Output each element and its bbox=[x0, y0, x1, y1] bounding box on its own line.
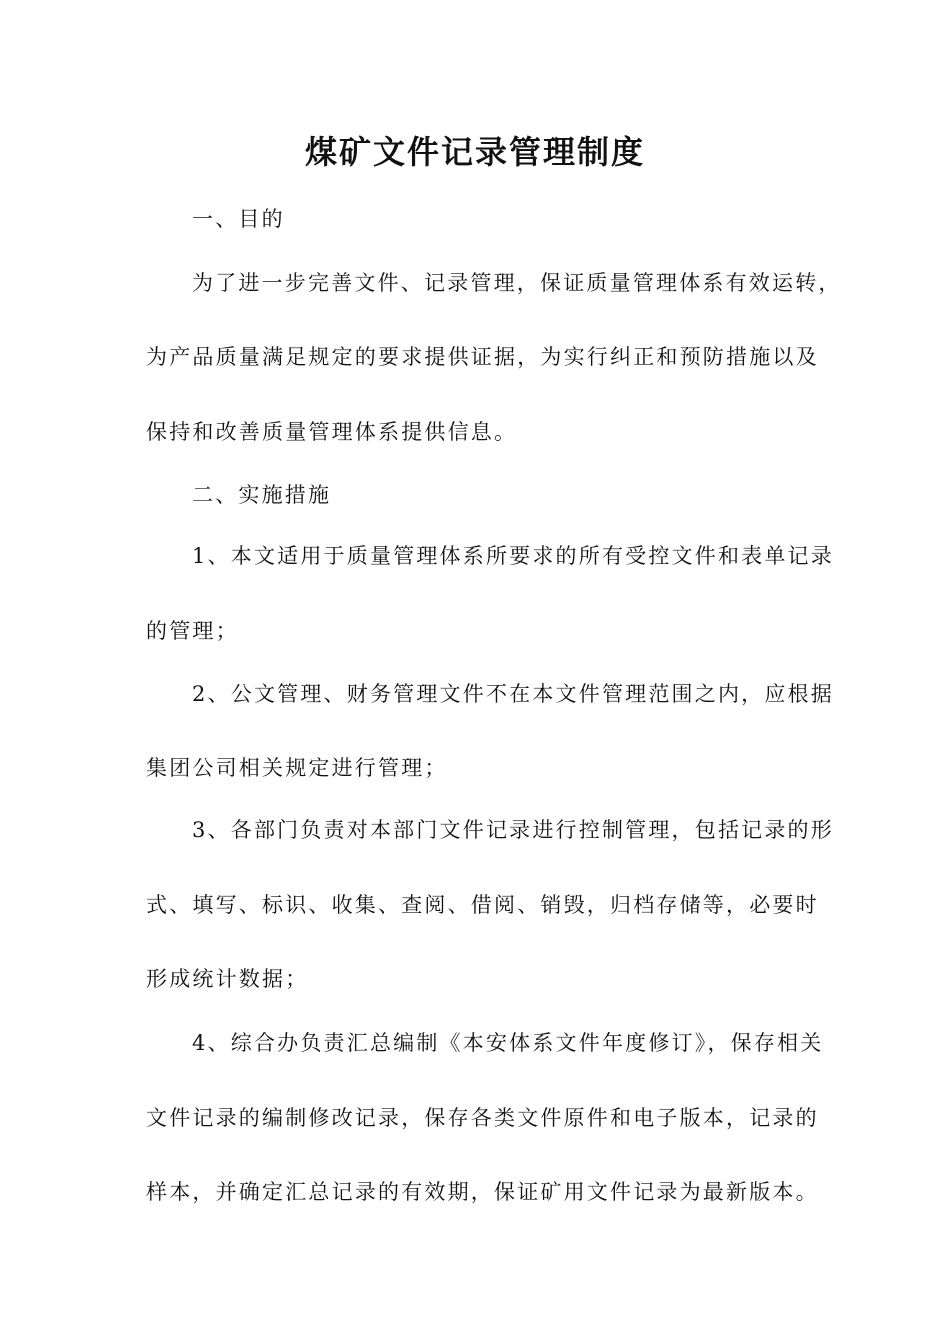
paragraph-line: 的管理； bbox=[146, 619, 239, 643]
paragraph-line: 1、本文适用于质量管理体系所要求的所有受控文件和表单记录 bbox=[192, 544, 834, 568]
paragraph-line: 2、公文管理、财务管理文件不在本文件管理范围之内，应根据 bbox=[192, 682, 834, 706]
paragraph-line: 为了进一步完善文件、记录管理，保证质量管理体系有效运转， bbox=[192, 271, 842, 295]
paragraph-line: 文件记录的编制修改记录，保存各类文件原件和电子版本，记录的 bbox=[146, 1106, 819, 1130]
paragraph-line: 样本，并确定汇总记录的有效期，保证矿用文件记录为最新版本。 bbox=[146, 1180, 819, 1204]
paragraph-line: 集团公司相关规定进行管理； bbox=[146, 756, 448, 780]
section-heading-purpose: 一、目的 bbox=[192, 207, 285, 231]
paragraph-line: 式、填写、标识、收集、查阅、借阅、销毁，归档存储等，必要时 bbox=[146, 893, 819, 917]
paragraph-line: 保持和改善质量管理体系提供信息。 bbox=[146, 420, 518, 444]
document-title: 煤矿文件记录管理制度 bbox=[304, 133, 645, 171]
paragraph-line: 3、各部门负责对本部门文件记录进行控制管理，包括记录的形 bbox=[192, 818, 834, 842]
paragraph-line: 为产品质量满足规定的要求提供证据，为实行纠正和预防措施以及 bbox=[146, 345, 819, 369]
paragraph-line: 4、综合办负责汇总编制《本安体系文件年度修订》，保存相关 bbox=[192, 1031, 824, 1055]
section-heading-measures: 二、实施措施 bbox=[192, 483, 332, 507]
paragraph-line: 形成统计数据； bbox=[146, 967, 309, 991]
